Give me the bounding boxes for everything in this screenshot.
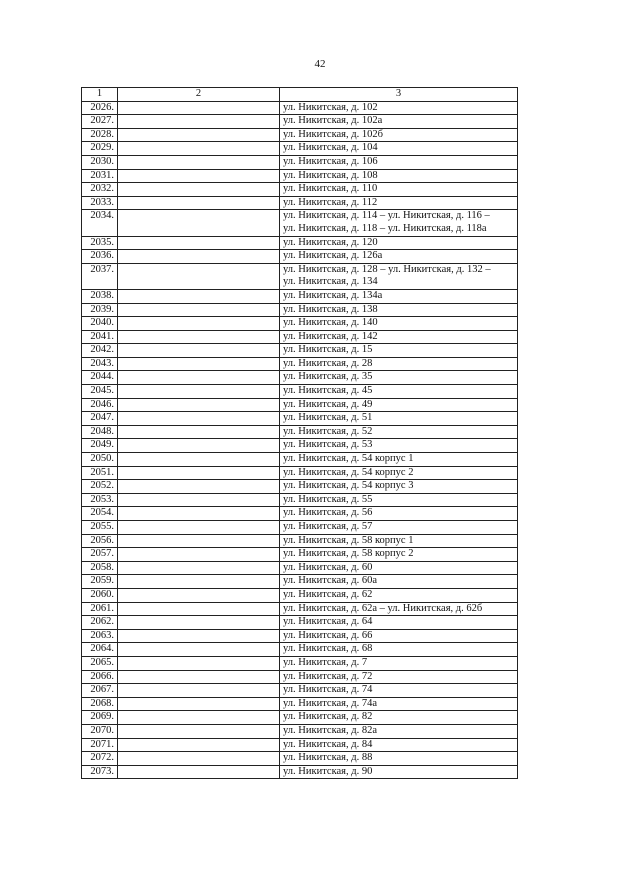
table-row <box>82 142 518 156</box>
row-address <box>280 210 518 236</box>
row-number: 2072. <box>82 752 118 766</box>
table-row <box>82 412 518 426</box>
address-line: ул. Никитская, д. 62 <box>283 588 373 600</box>
table-row <box>82 236 518 250</box>
table-row <box>82 602 518 616</box>
table-header-row <box>82 88 518 102</box>
table-row <box>82 357 518 371</box>
table-row <box>82 697 518 711</box>
address-line: ул. Никитская, д. 15 <box>283 344 373 356</box>
row-address <box>280 643 518 657</box>
address-line: ул. Никитская, д. 52 <box>283 425 373 437</box>
table-row <box>82 398 518 412</box>
row-address <box>280 548 518 562</box>
address-line: ул. Никитская, д. 106 <box>283 155 378 167</box>
table-row <box>82 196 518 210</box>
table-row <box>82 480 518 494</box>
row-address <box>280 711 518 725</box>
row-col-2 <box>118 752 280 766</box>
table-row <box>82 128 518 142</box>
row-address <box>280 670 518 684</box>
address-line: ул. Никитская, д. 64 <box>283 616 373 628</box>
row-number: 2068. <box>82 697 118 711</box>
table-row <box>82 289 518 303</box>
row-col-2 <box>118 128 280 142</box>
address-line: ул. Никитская, д. 120 <box>283 236 378 248</box>
row-col-2 <box>118 711 280 725</box>
row-address <box>280 263 518 289</box>
row-number: 2071. <box>82 738 118 752</box>
address-line: ул. Никитская, д. 55 <box>283 493 373 505</box>
address-line: ул. Никитская, д. 54 корпус 2 <box>283 466 414 478</box>
table-row <box>82 588 518 602</box>
row-address <box>280 629 518 643</box>
address-line: ул. Никитская, д. 140 <box>283 317 378 329</box>
address-line: ул. Никитская, д. 110 <box>283 183 378 195</box>
address-line-continued: ул. Никитская, д. 118 – ул. Никитская, д. 118а <box>283 222 487 234</box>
row-address <box>280 480 518 494</box>
row-col-2 <box>118 385 280 399</box>
row-col-2 <box>118 115 280 129</box>
row-address <box>280 385 518 399</box>
row-address <box>280 155 518 169</box>
row-number: 2048. <box>82 425 118 439</box>
row-col-2 <box>118 183 280 197</box>
row-number: 2039. <box>82 303 118 317</box>
row-address <box>280 412 518 426</box>
address-table <box>81 87 518 779</box>
row-number: 2040. <box>82 317 118 331</box>
table-row <box>82 466 518 480</box>
row-number: 2054. <box>82 507 118 521</box>
row-col-2 <box>118 602 280 616</box>
row-col-2 <box>118 670 280 684</box>
address-line: ул. Никитская, д. 58 корпус 1 <box>283 534 414 546</box>
table-row <box>82 493 518 507</box>
table-row <box>82 101 518 115</box>
row-col-2 <box>118 169 280 183</box>
row-address <box>280 398 518 412</box>
row-address <box>280 738 518 752</box>
row-number: 2055. <box>82 521 118 535</box>
row-address <box>280 169 518 183</box>
row-col-2 <box>118 765 280 779</box>
row-number: 2053. <box>82 493 118 507</box>
row-col-2 <box>118 101 280 115</box>
row-col-2 <box>118 575 280 589</box>
table-row <box>82 317 518 331</box>
row-col-2 <box>118 656 280 670</box>
row-number: 2070. <box>82 724 118 738</box>
address-line: ул. Никитская, д. 51 <box>283 412 373 424</box>
row-number: 2036. <box>82 250 118 264</box>
table-row <box>82 738 518 752</box>
address-line: ул. Никитская, д. 35 <box>283 371 373 383</box>
address-line: ул. Никитская, д. 54 корпус 1 <box>283 453 414 465</box>
row-col-2 <box>118 738 280 752</box>
row-number: 2062. <box>82 616 118 630</box>
address-line: ул. Никитская, д. 138 <box>283 303 378 315</box>
row-col-2 <box>118 493 280 507</box>
row-col-2 <box>118 588 280 602</box>
row-number: 2073. <box>82 765 118 779</box>
header-col-2: 2 <box>118 88 280 102</box>
address-line: ул. Никитская, д. 60а <box>283 575 378 587</box>
row-address <box>280 303 518 317</box>
row-col-2 <box>118 507 280 521</box>
address-line: ул. Никитская, д. 60 <box>283 561 373 573</box>
row-number: 2065. <box>82 656 118 670</box>
address-line: ул. Никитская, д. 88 <box>283 752 373 764</box>
row-number: 2029. <box>82 142 118 156</box>
row-number: 2035. <box>82 236 118 250</box>
table-row <box>82 303 518 317</box>
row-number: 2050. <box>82 453 118 467</box>
row-number: 2049. <box>82 439 118 453</box>
row-number: 2026. <box>82 101 118 115</box>
row-address <box>280 344 518 358</box>
row-number: 2030. <box>82 155 118 169</box>
row-number: 2045. <box>82 385 118 399</box>
table-row <box>82 330 518 344</box>
row-number: 2031. <box>82 169 118 183</box>
address-line: ул. Никитская, д. 58 корпус 2 <box>283 548 414 560</box>
row-number: 2042. <box>82 344 118 358</box>
row-address <box>280 616 518 630</box>
row-address <box>280 183 518 197</box>
table-row <box>82 629 518 643</box>
address-line: ул. Никитская, д. 7 <box>283 656 368 668</box>
row-address <box>280 575 518 589</box>
address-line: ул. Никитская, д. 66 <box>283 629 373 641</box>
table-row <box>82 575 518 589</box>
row-number: 2051. <box>82 466 118 480</box>
header-col-3: 3 <box>280 88 518 102</box>
row-col-2 <box>118 548 280 562</box>
row-col-2 <box>118 425 280 439</box>
row-address <box>280 128 518 142</box>
table-row <box>82 210 518 236</box>
row-address <box>280 765 518 779</box>
row-number: 2052. <box>82 480 118 494</box>
row-address <box>280 724 518 738</box>
row-col-2 <box>118 534 280 548</box>
row-col-2 <box>118 155 280 169</box>
table-row <box>82 684 518 698</box>
table-row <box>82 656 518 670</box>
address-line: ул. Никитская, д. 56 <box>283 507 373 519</box>
table-row <box>82 670 518 684</box>
row-number: 2034. <box>82 210 118 236</box>
row-col-2 <box>118 697 280 711</box>
address-line: ул. Никитская, д. 28 <box>283 357 373 369</box>
row-number: 2043. <box>82 357 118 371</box>
address-line: ул. Никитская, д. 84 <box>283 738 373 750</box>
row-address <box>280 507 518 521</box>
address-line: ул. Никитская, д. 102б <box>283 128 383 140</box>
row-col-2 <box>118 344 280 358</box>
table-row <box>82 548 518 562</box>
table-row <box>82 521 518 535</box>
row-col-2 <box>118 210 280 236</box>
row-col-2 <box>118 453 280 467</box>
row-number: 2047. <box>82 412 118 426</box>
address-line: ул. Никитская, д. 108 <box>283 169 378 181</box>
row-number: 2028. <box>82 128 118 142</box>
row-number: 2046. <box>82 398 118 412</box>
row-number: 2059. <box>82 575 118 589</box>
row-number: 2044. <box>82 371 118 385</box>
address-line: ул. Никитская, д. 112 <box>283 196 378 208</box>
row-address <box>280 697 518 711</box>
row-number: 2038. <box>82 289 118 303</box>
address-line: ул. Никитская, д. 142 <box>283 330 378 342</box>
row-col-2 <box>118 303 280 317</box>
row-address <box>280 371 518 385</box>
row-col-2 <box>118 330 280 344</box>
address-line: ул. Никитская, д. 74а <box>283 697 378 709</box>
row-number: 2060. <box>82 588 118 602</box>
table-row <box>82 507 518 521</box>
address-line: ул. Никитская, д. 62а – ул. Никитская, д. 62б <box>283 602 483 614</box>
row-address <box>280 115 518 129</box>
row-col-2 <box>118 289 280 303</box>
row-address <box>280 588 518 602</box>
row-number: 2066. <box>82 670 118 684</box>
row-col-2 <box>118 466 280 480</box>
table-row <box>82 115 518 129</box>
address-line: ул. Никитская, д. 128 – ул. Никитская, д. 132 – <box>283 263 491 275</box>
address-line: ул. Никитская, д. 134а <box>283 289 383 301</box>
address-line: ул. Никитская, д. 45 <box>283 385 373 397</box>
row-col-2 <box>118 412 280 426</box>
row-col-2 <box>118 616 280 630</box>
row-col-2 <box>118 398 280 412</box>
table-row <box>82 534 518 548</box>
table-row <box>82 425 518 439</box>
table-row <box>82 724 518 738</box>
table-row <box>82 183 518 197</box>
table-row <box>82 453 518 467</box>
row-col-2 <box>118 371 280 385</box>
table-row <box>82 643 518 657</box>
address-line: ул. Никитская, д. 82а <box>283 724 378 736</box>
address-line: ул. Никитская, д. 49 <box>283 398 373 410</box>
row-number: 2041. <box>82 330 118 344</box>
row-col-2 <box>118 561 280 575</box>
address-line: ул. Никитская, д. 126а <box>283 250 383 262</box>
table-row <box>82 371 518 385</box>
row-number: 2067. <box>82 684 118 698</box>
address-line: ул. Никитская, д. 102а <box>283 115 383 127</box>
address-line: ул. Никитская, д. 53 <box>283 439 373 451</box>
address-line: ул. Никитская, д. 54 корпус 3 <box>283 480 414 492</box>
table-row <box>82 752 518 766</box>
row-col-2 <box>118 250 280 264</box>
row-address <box>280 250 518 264</box>
row-address <box>280 101 518 115</box>
address-table-body <box>82 88 518 779</box>
table-row <box>82 169 518 183</box>
row-address <box>280 466 518 480</box>
address-line: ул. Никитская, д. 90 <box>283 765 373 777</box>
row-col-2 <box>118 643 280 657</box>
address-line: ул. Никитская, д. 102 <box>283 101 378 113</box>
row-number: 2057. <box>82 548 118 562</box>
row-address <box>280 493 518 507</box>
row-address <box>280 521 518 535</box>
row-col-2 <box>118 724 280 738</box>
address-line: ул. Никитская, д. 74 <box>283 684 373 696</box>
row-number: 2069. <box>82 711 118 725</box>
row-address <box>280 534 518 548</box>
row-address <box>280 656 518 670</box>
row-address <box>280 142 518 156</box>
row-number: 2032. <box>82 183 118 197</box>
table-row <box>82 616 518 630</box>
row-number: 2037. <box>82 263 118 289</box>
table-row <box>82 385 518 399</box>
row-col-2 <box>118 629 280 643</box>
row-address <box>280 439 518 453</box>
row-col-2 <box>118 439 280 453</box>
page-number: 42 <box>314 58 326 70</box>
address-line: ул. Никитская, д. 82 <box>283 711 373 723</box>
row-col-2 <box>118 317 280 331</box>
row-address <box>280 236 518 250</box>
row-col-2 <box>118 236 280 250</box>
row-address <box>280 289 518 303</box>
row-col-2 <box>118 521 280 535</box>
row-address <box>280 453 518 467</box>
row-address <box>280 317 518 331</box>
row-number: 2063. <box>82 629 118 643</box>
header-col-1: 1 <box>82 88 118 102</box>
table-row <box>82 250 518 264</box>
address-line: ул. Никитская, д. 57 <box>283 521 373 532</box>
row-address <box>280 561 518 575</box>
address-line: ул. Никитская, д. 114 – ул. Никитская, д. 116 – <box>283 210 490 222</box>
row-address <box>280 752 518 766</box>
table-row <box>82 765 518 779</box>
row-number: 2064. <box>82 643 118 657</box>
row-address <box>280 684 518 698</box>
address-line-continued: ул. Никитская, д. 134 <box>283 276 378 288</box>
row-col-2 <box>118 263 280 289</box>
row-address <box>280 602 518 616</box>
address-line: ул. Никитская, д. 104 <box>283 142 378 154</box>
row-address <box>280 330 518 344</box>
address-line: ул. Никитская, д. 68 <box>283 643 373 655</box>
row-col-2 <box>118 196 280 210</box>
row-col-2 <box>118 480 280 494</box>
table-row <box>82 263 518 289</box>
row-number: 2056. <box>82 534 118 548</box>
row-address <box>280 425 518 439</box>
table-row <box>82 711 518 725</box>
row-col-2 <box>118 684 280 698</box>
table-row <box>82 155 518 169</box>
row-col-2 <box>118 357 280 371</box>
row-number: 2033. <box>82 196 118 210</box>
table-row <box>82 561 518 575</box>
row-number: 2058. <box>82 561 118 575</box>
address-line: ул. Никитская, д. 72 <box>283 670 373 682</box>
row-address <box>280 196 518 210</box>
table-row <box>82 344 518 358</box>
row-number: 2027. <box>82 115 118 129</box>
row-number: 2061. <box>82 602 118 616</box>
row-col-2 <box>118 142 280 156</box>
table-row <box>82 439 518 453</box>
row-address <box>280 357 518 371</box>
